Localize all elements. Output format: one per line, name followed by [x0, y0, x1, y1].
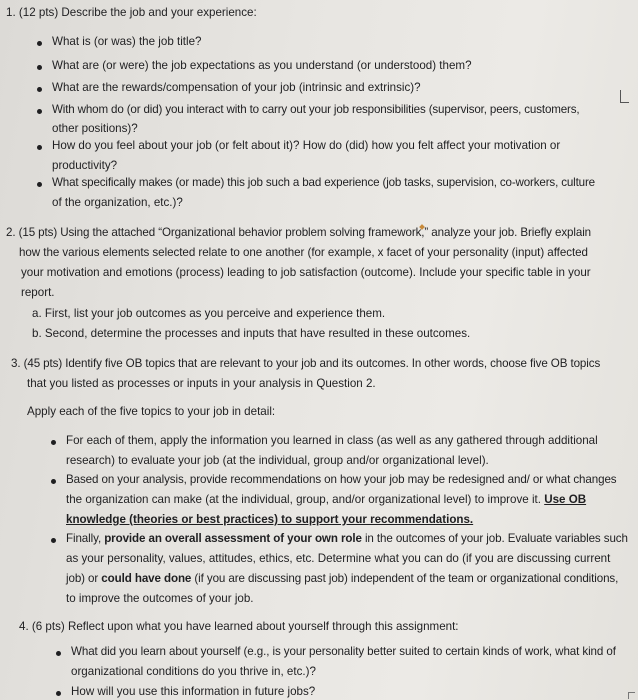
bullet-icon — [37, 87, 42, 92]
q1-bullet-feel-line2: productivity? — [52, 159, 118, 172]
bullet-icon — [56, 651, 61, 656]
corner-mark-icon — [628, 692, 635, 699]
q3-bullet-assessment-line1: Finally, provide an overall assessment of your own role in the outcomes of your job. Evaluate variables such — [66, 532, 628, 545]
bullet-icon — [37, 41, 42, 46]
q3-apply-heading: Apply each of the five topics to your job in detail: — [27, 405, 276, 418]
q3-bullet-evaluate-line2: research) to evaluate your job (at the individual, group and/or organizational level). — [66, 454, 489, 467]
q3-bullet-recommend-line2: the organization can make (at the individual, group, and/or organizational level) to improve it. Use OB — [66, 493, 587, 506]
bullet-icon — [37, 145, 42, 150]
q2-line4: report. — [21, 286, 55, 299]
cursor-icon — [620, 90, 629, 103]
q1-bullet-rewards: What are the rewards/compensation of your job (intrinsic and extrinsic)? — [52, 81, 421, 94]
q4-bullet-learn-line1: What did you learn about yourself (e.g., is your personality better suited to certain kinds of work, what kind of — [71, 645, 616, 658]
q3-bullet-recommend-line3: knowledge (theories or best practices) to support your recommendations. — [66, 513, 474, 526]
bullet-icon — [51, 440, 56, 445]
q3-line1: 3. (45 pts) Identify five OB topics that are relevant to your job and its outcomes. In other words, choose five OB topics — [11, 357, 601, 370]
q1-bullet-expectations: What are (or were) the job expectations as you understand (or understood) them? — [52, 59, 472, 72]
q2-line3: your motivation and emotions (process) leading to job satisfaction (outcome). Include your specific table in your — [21, 266, 591, 279]
q3-bullet-assessment-line4: to improve the outcomes of your job. — [66, 592, 254, 605]
q2-item-b: b. Second, determine the processes and inputs that have resulted in these outcomes. — [32, 327, 471, 340]
q3-bullet-recommend-line1: Based on your analysis, provide recommendations on how your job may be redesigned and/ or what changes — [66, 473, 617, 486]
q1-header: 1. (12 pts) Describe the job and your experience: — [6, 6, 257, 19]
bullet-icon — [51, 479, 56, 484]
bullet-icon — [37, 182, 42, 187]
q2-item-a: a. First, list your job outcomes as you perceive and experience them. — [32, 307, 386, 320]
bullet-icon — [37, 109, 42, 114]
bullet-icon — [37, 65, 42, 70]
q4-bullet-learn-line2: organizational conditions do you thrive in, etc.)? — [71, 665, 316, 678]
q1-bullet-interact-line1: With whom do (or did) you interact with to carry out your job responsibilities (supervisor, peers, customers, — [52, 103, 580, 116]
q1-bullet-feel-line1: How do you feel about your job (or felt about it)? How do (did) how you felt affect your motivation or — [52, 139, 561, 152]
q2-line2: how the various elements selected relate to one another (for example, x facet of your personality (input) affected — [19, 246, 588, 259]
q3-line2: that you listed as processes or inputs in your analysis in Question 2. — [27, 377, 376, 390]
q3-bullet-assessment-line2: as your personality, values, attitudes, ethics, etc. Determine what you can do (if you are discussing current — [66, 552, 611, 565]
q1-bullet-bad-experience-line1: What specifically makes (or made) this job such a bad experience (job tasks, supervision, co-workers, culture — [52, 176, 595, 189]
bullet-icon — [51, 538, 56, 543]
q4-header: 4. (6 pts) Reflect upon what you have learned about yourself through this assignment: — [19, 620, 459, 633]
q3-bullet-evaluate-line1: For each of them, apply the information you learned in class (as well as any gathered through additional — [66, 434, 598, 447]
q3-bullet-assessment-line3: job) or could have done (if you are discussing past job) independent of the team or organizational conditions, — [66, 572, 619, 585]
q2-line1: 2. (15 pts) Using the attached “Organizational behavior problem solving framework,” analyze your job. Briefly explain — [6, 226, 592, 239]
bullet-icon — [56, 691, 61, 696]
q1-bullet-job-title: What is (or was) the job title? — [52, 35, 202, 48]
q1-bullet-bad-experience-line2: of the organization, etc.)? — [52, 196, 183, 209]
q1-bullet-interact-line2: other positions)? — [52, 122, 138, 135]
q4-bullet-future-use: How will you use this information in future jobs? — [71, 685, 316, 698]
